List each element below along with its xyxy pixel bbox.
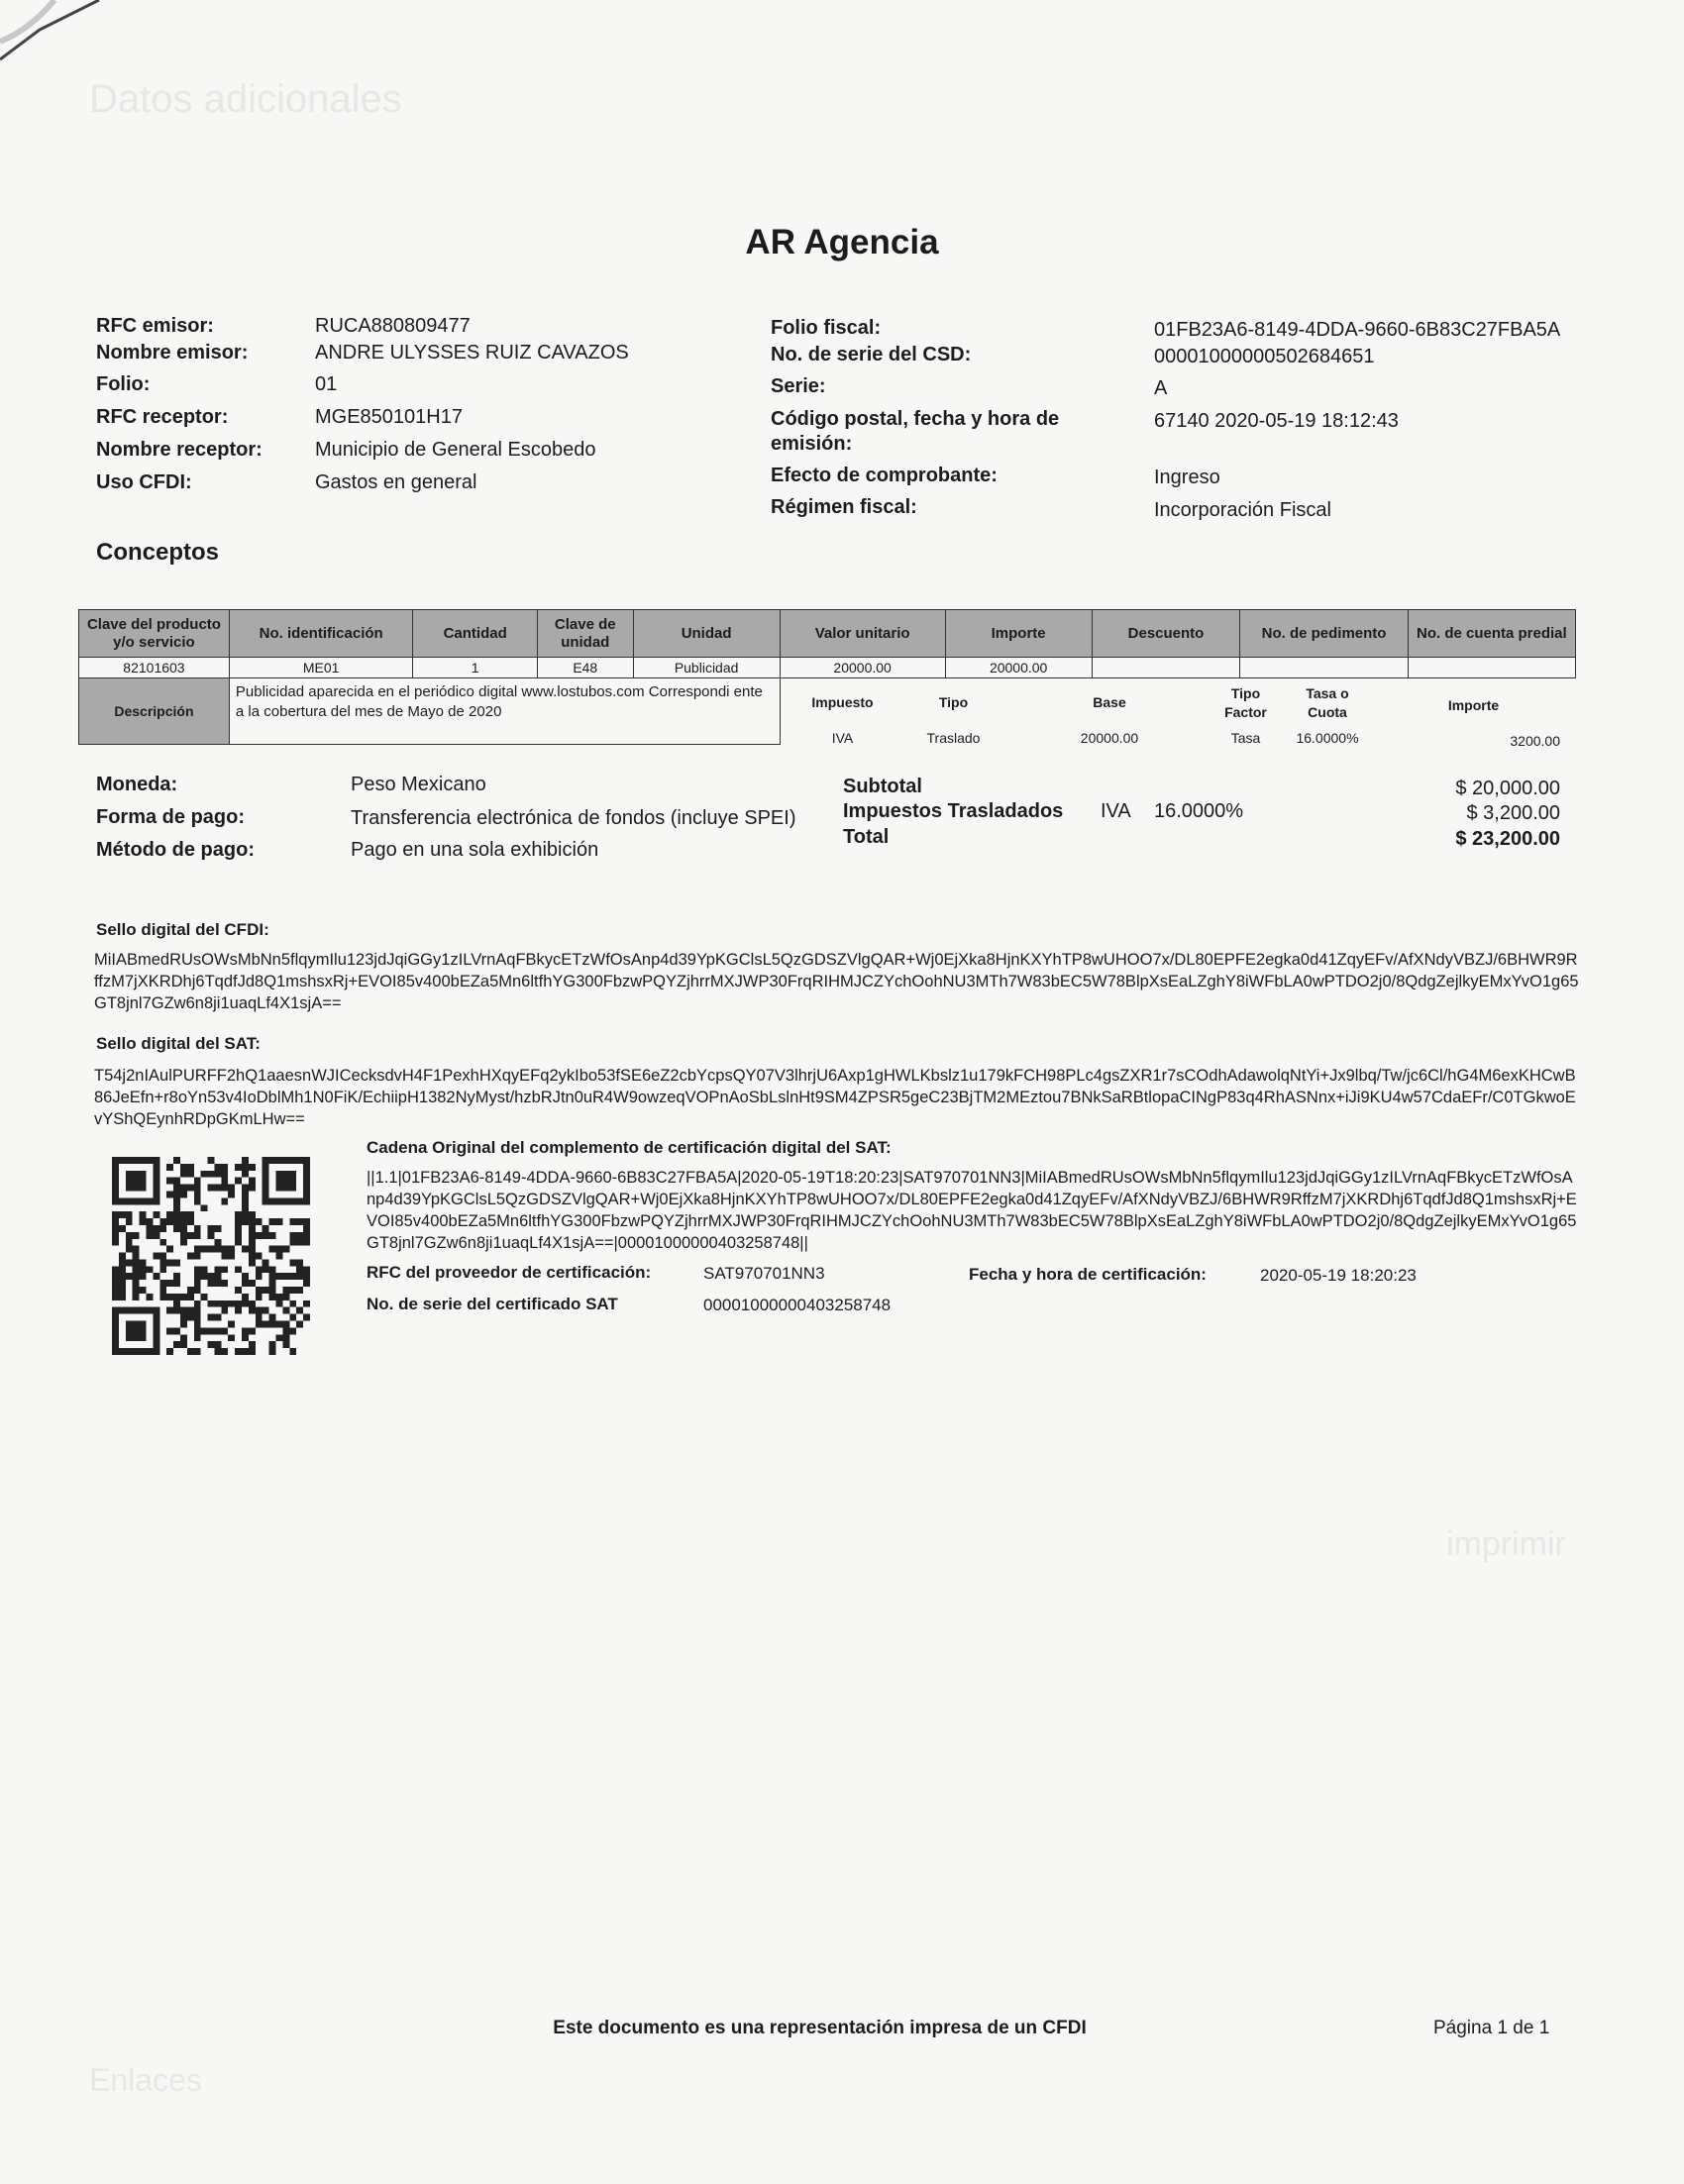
serie-label: Serie:: [771, 375, 826, 397]
efecto-value: Ingreso: [1154, 467, 1220, 488]
rfc-proveedor-label: RFC del proveedor de certificación:: [367, 1263, 652, 1282]
tax-header-impuesto: Impuesto: [811, 694, 874, 710]
serie-csd-label: No. de serie del CSD:: [771, 344, 972, 365]
regimen-label: Régimen fiscal:: [771, 496, 917, 518]
conceptos-section-title: Conceptos: [96, 539, 220, 566]
page-number: Página 1 de 1: [1433, 2018, 1550, 2038]
moneda-label: Moneda:: [96, 774, 178, 795]
impuestos-tasa: 16.0000%: [1154, 800, 1244, 822]
conceptos-table: [78, 609, 1576, 745]
forma-pago-label: Forma de pago:: [96, 806, 246, 828]
column-header: Importe: [945, 610, 1092, 658]
subtotal-label: Subtotal: [843, 776, 922, 797]
cp-fecha-label: Código postal, fecha y hora de: [771, 408, 1060, 430]
scan-mark-icon: [0, 0, 109, 69]
cp-fecha-label-cont: emisión:: [771, 433, 853, 455]
cadena-original-text: ||1.1|01FB23A6-8149-4DDA-9660-6B83C27FBA5A|2020-05-19T18:20:23|SAT970701NN3|MiIABmedRUsOWsMbNn5flqymIlu123jdJqiGGy1zILVrnAqFBkycETzWfOsAnp4d39YpKGClsL5QzGDSZVlgQAR+Wj0EjXka8HjnKXYhTP8wUHOO7x/DL80EPFE2egka0d41ZqyEFv/AfXNdyVBZJ/6BHWR9RffzM7jXKRDhj6TqdfJd8Q1mshsxRj+EVOI85v400bEZa5Mn6ltfhYG300FbzwPQYZjhrrMXJWP30FrqRIHMJCZYchOohNU3MTh7W83bEC5W78BlpXsEaLZghY8iWFbLA0wPTDO2j0/8QdgZejlkyEMxYvO1g65GT8jnl7GZw6n8ji1uaqLf4X1sjA==|00001000000403258748||: [367, 1169, 1577, 1252]
rfc-emisor-value: RUCA880809477: [315, 315, 471, 337]
impuestos-value: $ 3,200.00: [1466, 802, 1560, 824]
table-cell: 20000.00: [945, 658, 1092, 678]
descripcion-text: Publicidad aparecida en el periódico digital www.lostubos.com Correspondi ente a la cobertura del mes de Mayo de 2020: [229, 678, 780, 745]
tax-header-tipo-factor-cont: Factor: [1224, 704, 1267, 720]
column-header: Cantidad: [413, 610, 537, 658]
fecha-certificacion-value: 2020-05-19 18:20:23: [1260, 1266, 1417, 1285]
sello-cfdi-label: Sello digital del CFDI:: [96, 920, 269, 939]
tax-tipo-factor: Tasa: [1230, 730, 1261, 746]
descripcion-label: Descripción: [79, 678, 230, 745]
column-header: Clave de unidad: [537, 610, 633, 658]
tax-header-base: Base: [1093, 694, 1126, 710]
tax-header-tasa: Tasa o: [1306, 685, 1349, 701]
uso-cfdi-label: Uso CFDI:: [96, 471, 192, 493]
table-cell: [1408, 658, 1575, 678]
column-header: Unidad: [633, 610, 780, 658]
nombre-emisor-value: ANDRE ULYSSES RUIZ CAVAZOS: [315, 342, 629, 364]
table-cell: 82101603: [79, 658, 230, 678]
tax-base: 20000.00: [1080, 730, 1139, 746]
impuestos-tipo: IVA: [1101, 800, 1131, 822]
serie-csd-value: 00001000000502684651: [1154, 346, 1375, 367]
column-header: No. de pedimento: [1240, 610, 1408, 658]
column-header: Valor unitario: [780, 610, 945, 658]
metodo-pago-value: Pago en una sola exhibición: [351, 839, 599, 861]
table-header-row: [79, 610, 1576, 658]
moneda-value: Peso Mexicano: [351, 774, 486, 795]
rfc-proveedor-value: SAT970701NN3: [703, 1264, 825, 1283]
folio-value: 01: [315, 373, 338, 395]
efecto-label: Efecto de comprobante:: [771, 465, 998, 486]
column-header: Clave del producto y/o servicio: [79, 610, 230, 658]
table-cell: [1240, 658, 1408, 678]
tax-header-tipo: Tipo: [938, 694, 969, 710]
sello-sat-label: Sello digital del SAT:: [96, 1034, 261, 1053]
serie-sat-value: 00001000000403258748: [703, 1296, 892, 1314]
tax-header-tipo-factor: Tipo: [1230, 685, 1261, 701]
sello-cfdi-text: MiIABmedRUsOWsMbNn5flqymIlu123jdJqiGGy1zILVrnAqFBkycETzWfOsAnp4d39YpKGClsL5QzGDSZVlgQAR+Wj0EjXka8HjnKXYhTP8wUHOO7x/DL80EPFE2egka0d41ZqyEFv/AfXNdyVBZJ/6BHWR9RffzM7jXKRDhj6TqdfJd8Q1mshsxRj+EVOI85v400bEZa5Mn6ltfhYG300FbzwPQYZjhrrMXJWP30FrqRIHMJCZYchOohNU3MTh7W83bEC5W78BlpXsEaLZghY8iWFbLA0wPTDO2j0/8QdgZejlkyEMxYvO1g65GT8jnl7GZw6n8ji1uaqLf4X1sjA==: [94, 951, 1579, 1012]
tax-tasa: 16.0000%: [1296, 730, 1359, 746]
cadena-original-label: Cadena Original del complemento de certificación digital del SAT:: [367, 1138, 892, 1157]
table-cell: E48: [537, 658, 633, 678]
column-header: No. de cuenta predial: [1408, 610, 1575, 658]
table-cell: Publicidad: [633, 658, 780, 678]
bleed-through-text: imprimir: [1446, 1525, 1566, 1563]
serie-sat-label: No. de serie del certificado SAT: [367, 1295, 618, 1313]
rfc-receptor-label: RFC receptor:: [96, 406, 229, 428]
regimen-value: Incorporación Fiscal: [1154, 499, 1331, 521]
qr-code-icon: [112, 1157, 310, 1355]
bleed-through-text: Enlaces: [89, 2062, 202, 2098]
nombre-receptor-value: Municipio de General Escobedo: [315, 439, 596, 461]
impuestos-label: Impuestos Trasladados: [843, 800, 1064, 822]
folio-fiscal-value: 01FB23A6-8149-4DDA-9660-6B83C27FBA5A: [1154, 319, 1561, 341]
folio-fiscal-label: Folio fiscal:: [771, 317, 882, 339]
nombre-emisor-label: Nombre emisor:: [96, 342, 249, 364]
tax-tipo: Traslado: [926, 730, 981, 746]
column-header: Descuento: [1092, 610, 1240, 658]
total-label: Total: [843, 826, 890, 848]
rfc-emisor-label: RFC emisor:: [96, 315, 214, 337]
tax-impuesto: IVA: [831, 730, 854, 746]
fecha-certificacion-label: Fecha y hora de certificación:: [969, 1265, 1207, 1284]
tax-importe: 3200.00: [1510, 733, 1560, 749]
table-row: [79, 658, 1576, 678]
total-value: $ 23,200.00: [1455, 828, 1560, 850]
table-cell: 1: [413, 658, 537, 678]
nombre-receptor-label: Nombre receptor:: [96, 439, 263, 461]
forma-pago-value: Transferencia electrónica de fondos (incluye SPEI): [351, 807, 796, 829]
table-cell: [1092, 658, 1240, 678]
rfc-receptor-value: MGE850101H17: [315, 406, 463, 428]
sello-sat-text: T54j2nIAulPURFF2hQ1aaesnWJICecksdvH4F1PexhHXqyEFq2ykIbo53fSE6eZ2cbYcpsQY07V3lhrjU6Axp1gHWLKbslz1u179kFCH98PLc4gsZXR1r7sCOdhAdawolqNtYi+Jx9lbq/Tw/jc6Cl/hG4M6exKHCwB86JeEfn+r8oYn53v4IoDblMh1N0FiK/EchiipH1382NyMyst/hzbRJtn0uR4W9owzeqVOPnAoSbLslnHt9SM4ZPSR5geC23BjTM2MEztou7BNkSaRBtlopaCINgP83q4RhASNnx+iJi9KU4w57CdaEFr/C0TGkwoEvYShQEynhRDpGKmLHw==: [94, 1067, 1576, 1128]
subtotal-value: $ 20,000.00: [1455, 778, 1560, 799]
uso-cfdi-value: Gastos en general: [315, 471, 477, 493]
folio-label: Folio:: [96, 373, 151, 395]
table-cell: 20000.00: [780, 658, 945, 678]
tax-header-importe: Importe: [1447, 697, 1500, 713]
serie-value: A: [1154, 377, 1168, 399]
metodo-pago-label: Método de pago:: [96, 839, 255, 861]
bleed-through-text: Datos adicionales: [89, 77, 402, 121]
footer-legend: Este documento es una representación impresa de un CFDI: [553, 2018, 1087, 2038]
tax-header-tasa-cont: Cuota: [1308, 704, 1347, 720]
table-cell: ME01: [229, 658, 413, 678]
cp-fecha-value: 67140 2020-05-19 18:12:43: [1154, 410, 1399, 432]
document-title: AR Agencia: [745, 223, 939, 261]
column-header: No. identificación: [229, 610, 413, 658]
